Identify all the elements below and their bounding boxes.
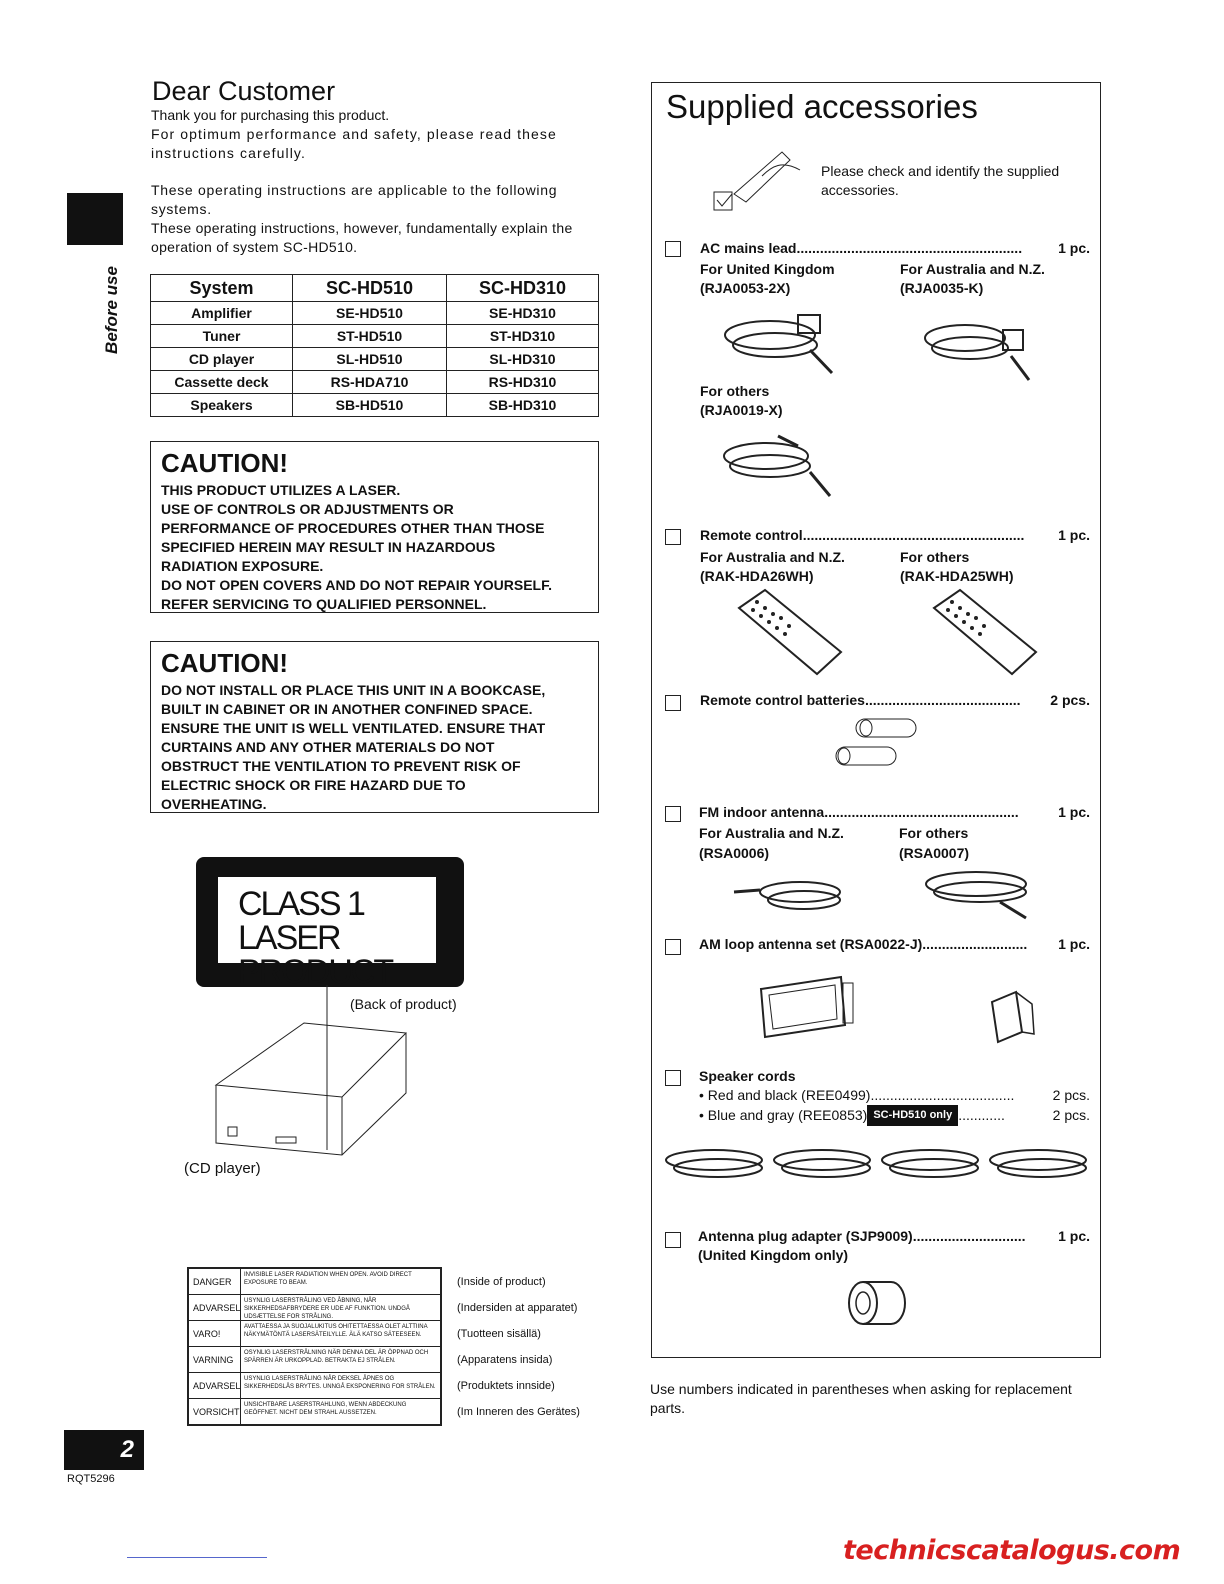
batteries-item [700, 691, 1090, 710]
antenna-adapter-item [698, 1227, 1090, 1246]
laser-label-line1: CLASS 1 [238, 885, 364, 923]
item-qty: 1 pc. [1058, 527, 1090, 543]
warning-row [189, 1399, 440, 1424]
item-qty: 1 pc. [1058, 1228, 1090, 1244]
item-qty: 1 pc. [1058, 240, 1090, 256]
checkbox-fm-antenna[interactable] [665, 806, 681, 822]
caution-laser-box [150, 441, 599, 613]
warning-row [189, 1373, 440, 1399]
ac-lead-uk-illustration [720, 305, 840, 385]
antenna-adapter-illustration [845, 1280, 909, 1326]
table-row [151, 302, 599, 325]
systems-table-header [151, 275, 599, 302]
checkbox-am-loop[interactable] [665, 939, 681, 955]
warning-key: VORSICHT [189, 1399, 241, 1424]
speaker-red-black-item [699, 1086, 1090, 1105]
remote-control-others-illustration [930, 588, 1040, 678]
accessories-title: Supplied accessories [666, 88, 978, 125]
accessories-intro: Please check and identify the supplied accessories. [821, 163, 1060, 198]
footer-rule [127, 1557, 267, 1558]
caution-title: CAUTION! [161, 648, 289, 678]
ac-lead-item [700, 239, 1090, 258]
item-qty: 2 pcs. [1050, 692, 1090, 708]
warning-location: (Indersiden at apparatet) [457, 1302, 578, 1314]
warning-location: (Inside of product) [457, 1276, 546, 1288]
dear-customer-title: Dear Customer [152, 76, 336, 106]
warning-key: ADVARSEL [189, 1373, 241, 1398]
warning-row [189, 1347, 440, 1373]
warning-text: UNSICHTBARE LASERSTRAHLUNG, WENN ABDECKUNG GEÖFFNET. NICHT DEM STRAHL AUSSETZEN. [244, 1402, 407, 1416]
warning-location: (Tuotteen sisällä) [457, 1328, 541, 1340]
item-qty: 1 pc. [1058, 936, 1090, 952]
item-dots: .................................................. [824, 804, 1019, 820]
item-name: AM loop antenna set (RSA0022-J) [699, 936, 923, 952]
remote-others-label: For others [900, 549, 970, 565]
class1-laser-label [196, 857, 464, 991]
caution-title: CAUTION! [161, 448, 289, 478]
table-cell: SE-HD310 [447, 302, 599, 325]
warning-location: (Produktets innside) [457, 1380, 555, 1392]
item-dots: ............................. [912, 1228, 1026, 1244]
item-text: • Red and black (REE0499) [699, 1087, 871, 1103]
remote-au-label: For Australia and N.Z. [700, 549, 845, 565]
item-name: AC mains lead [700, 240, 797, 256]
item-dots: ........................................ [864, 692, 1021, 708]
item-name: Remote control [700, 527, 803, 543]
item-dots: ............ [958, 1107, 1005, 1123]
speaker-cords-name: Speaker cords [699, 1068, 796, 1084]
dear-customer-text [151, 106, 601, 257]
fm-others-code: (RSA0007) [899, 845, 970, 861]
ac-lead-au-illustration [915, 310, 1035, 390]
fm-antenna-au-illustration [730, 870, 850, 920]
table-row [151, 394, 599, 417]
device-top [216, 1023, 406, 1097]
ac-lead-others-illustration [718, 428, 838, 504]
fm-au-code: (RSA0006) [699, 845, 770, 861]
warning-key: VARO! [189, 1321, 241, 1346]
remote-control-item [700, 526, 1090, 545]
warning-text: USYNLIG LASERSTRÅLING NÅR DEKSEL ÅPNES OG SIKKERHEDSLÅS BRYTES. UNNGÅ EKSPONERING FOR STRÅLEN. [244, 1376, 436, 1390]
item-name: Remote control batteries [700, 692, 865, 708]
ac-au-code: (RJA0035-K) [900, 280, 984, 296]
table-row [151, 371, 599, 394]
fm-antenna-item [699, 803, 1090, 822]
item-dots: .......................................................... [796, 240, 1023, 256]
table-cell: CD player [151, 348, 293, 371]
warning-key: DANGER [189, 1269, 241, 1294]
fm-others-label: For others [899, 825, 969, 841]
antenna-adapter-note: (United Kingdom only) [698, 1247, 849, 1263]
warning-text: AVATTAESSA JA SUOJALUKITUS OHITETTAESSA OLET ALTTIINA NÄKYMÄTÖNTÄ LASERSÄTEILYLLE. ÄLÄ KATSO SÄTEESEEN. [244, 1324, 428, 1338]
checkbox-batteries[interactable] [665, 695, 681, 711]
table-cell: Cassette deck [151, 371, 293, 394]
header-cell: System [151, 275, 293, 302]
table-cell: SE-HD510 [293, 302, 447, 325]
table-cell: SL-HD510 [293, 348, 447, 371]
side-section-label: Before use [102, 266, 121, 354]
section-tab-marker [67, 193, 123, 245]
page-number: 2 [64, 1430, 144, 1470]
warning-key: ADVARSEL [189, 1295, 241, 1320]
laser-label-line2: LASER PRODUCT [238, 919, 393, 991]
table-row [151, 325, 599, 348]
replacement-parts-note: Use numbers indicated in parentheses when asking for replacement parts. [650, 1381, 1072, 1416]
intro-safety: For optimum performance and safety, please read these instructions carefully. [151, 126, 557, 161]
remote-control-au-illustration [735, 588, 845, 678]
table-cell: SL-HD310 [447, 348, 599, 371]
checkbox-remote-control[interactable] [665, 529, 681, 545]
laser-label-text [218, 877, 436, 991]
warning-location: (Apparatens insida) [457, 1354, 553, 1366]
device-plate-icon [276, 1137, 296, 1143]
caution-body: THIS PRODUCT UTILIZES A LASER. USE OF CONTROLS OR ADJUSTMENTS OR PERFORMANCE OF PROCEDURES OTHER THAN THOSE SPECIFIED HEREIN MAY RESULT IN HAZARDOUS RADIATION EXPOSURE. DO NOT OPEN COVERS AND DO NOT REPAIR YOURSELF. REFER SERVICING TO QUALIFIED PERSONNEL. [161, 482, 553, 612]
item-dots: ..................................... [870, 1087, 1015, 1103]
watermark-link[interactable]: technicscatalogus.com [843, 1535, 1181, 1566]
item-name: FM indoor antenna [699, 804, 825, 820]
table-cell: RS-HD310 [447, 371, 599, 394]
laser-warning-table [187, 1267, 442, 1426]
table-cell: SB-HD510 [293, 394, 447, 417]
table-cell: ST-HD510 [293, 325, 447, 348]
warning-row [189, 1321, 440, 1347]
header-cell: SC-HD310 [447, 275, 599, 302]
device-socket-icon [228, 1127, 237, 1136]
table-cell: Speakers [151, 394, 293, 417]
intro-applicable: These operating instructions are applicable to the following systems. [151, 182, 558, 217]
cd-player-caption: (CD player) [184, 1160, 261, 1177]
ac-uk-code: (RJA0053-2X) [700, 280, 791, 296]
caution-body: DO NOT INSTALL OR PLACE THIS UNIT IN A BOOKCASE, BUILT IN CABINET OR IN ANOTHER CONFINED SPACE. ENSURE THE UNIT IS WELL VENTILATED. ENSURE THAT CURTAINS AND ANY OTHER MATERIALS DO NOT OBSTRUCT THE VENTILATION TO PREVENT RISK OF ELECTRIC SHOCK OR FIRE HAZARD DUE TO OVERHEATING. [161, 682, 546, 812]
fm-au-label: For Australia and N.Z. [699, 825, 844, 841]
item-qty: 1 pc. [1058, 804, 1090, 820]
table-cell: ST-HD310 [447, 325, 599, 348]
warning-row [189, 1295, 440, 1321]
model-only-badge: SC-HD510 only [867, 1105, 958, 1126]
checkbox-speaker-cords[interactable] [665, 1070, 681, 1086]
warning-text: USYNLIG LASERSTRÅLING VED ÅBNING, NÅR SIKKERHEDSAFBRYDERE ER UDE AF FUNKTION. UNDGÅ UDSÆTTELSE FOR STRÅLING. [244, 1298, 410, 1320]
am-loop-item [699, 935, 1090, 954]
warning-text: INVISIBLE LASER RADIATION WHEN OPEN. AVOID DIRECT EXPOSURE TO BEAM. [244, 1272, 412, 1286]
intro-fundamental: These operating instructions, however, fundamentally explain the operation of system SC-HD510. [151, 220, 573, 255]
speaker-blue-gray-item [699, 1105, 1090, 1126]
back-of-product-caption: (Back of product) [350, 996, 457, 1012]
doc-code: RQT5296 [67, 1473, 115, 1485]
warning-key: VARNING [189, 1347, 241, 1372]
ac-uk-label: For United Kingdom [700, 261, 835, 277]
checkbox-ac-lead[interactable] [665, 241, 681, 257]
table-cell: SB-HD310 [447, 394, 599, 417]
table-cell: Amplifier [151, 302, 293, 325]
ac-others-code: (RJA0019-X) [700, 402, 783, 418]
warning-text: OSYNLIG LASERSTRÅLNING NÄR DENNA DEL ÄR ÖPPNAD OCH SPÄRREN ÄR URKOPPLAD. BETRAKTA EJ STRÅLEN. [244, 1350, 429, 1364]
warning-location: (Im Inneren des Gerätes) [457, 1406, 580, 1418]
item-dots: ........................... [922, 936, 1028, 952]
remote-others-code: (RAK-HDA25WH) [900, 568, 1014, 584]
batteries-illustration [830, 717, 920, 769]
speaker-cords-illustration [664, 1130, 1094, 1200]
table-row [151, 348, 599, 371]
ac-au-label: For Australia and N.Z. [900, 261, 1045, 277]
ac-others-label: For others [700, 383, 770, 399]
intro-thanks: Thank you for purchasing this product. [151, 107, 390, 123]
caution-ventilation-box [150, 641, 599, 813]
table-cell: RS-HDA710 [293, 371, 447, 394]
remote-au-code: (RAK-HDA26WH) [700, 568, 814, 584]
item-dots: ......................................................... [802, 527, 1025, 543]
item-name: Antenna plug adapter (SJP9009) [698, 1228, 913, 1244]
am-loop-antenna-illustration [755, 975, 865, 1039]
systems-table [150, 274, 599, 417]
checkbox-antenna-adapter[interactable] [665, 1232, 681, 1248]
table-cell: Tuner [151, 325, 293, 348]
item-qty: 2 pcs. [1052, 1087, 1090, 1103]
am-antenna-stand-illustration [988, 988, 1038, 1044]
header-cell: SC-HD510 [293, 275, 447, 302]
item-qty: 2 pcs. [1052, 1107, 1090, 1123]
item-text: • Blue and gray (REE0853) [699, 1107, 868, 1123]
fm-antenna-others-illustration [920, 864, 1040, 924]
pen-check-icon [712, 146, 802, 212]
warning-row [189, 1269, 440, 1295]
